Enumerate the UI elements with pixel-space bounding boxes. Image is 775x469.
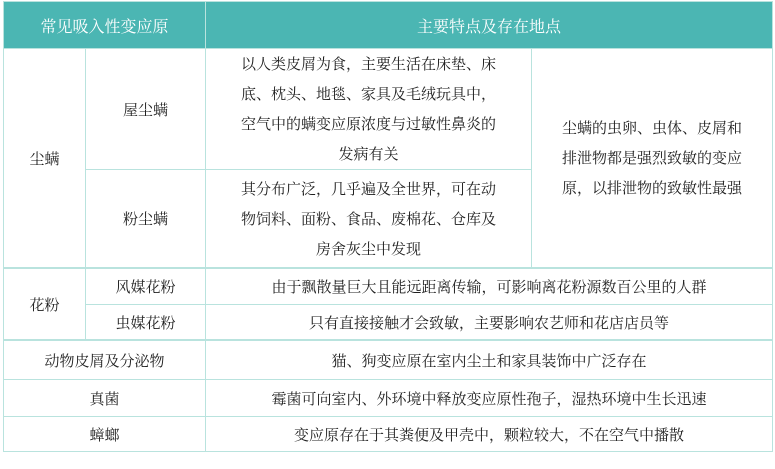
desc-line: 物饲料、面粉、食品、废棉花、仓库及 xyxy=(241,209,497,228)
table-row xyxy=(4,380,773,417)
allergen-table-container xyxy=(3,1,772,466)
table-row xyxy=(4,417,773,452)
dander-desc: 猫、狗变应原在室内尘土和家具装饰中广泛存在 xyxy=(206,340,773,380)
desc-line: 排泄物都是强烈致敏的变应 xyxy=(562,149,743,167)
insect-pollen-name: 虫媒花粉 xyxy=(86,305,206,341)
insect-pollen-desc: 只有直接接触才会致敏，主要影响农艺师和花店店员等 xyxy=(206,305,773,341)
table-row xyxy=(4,340,773,380)
desc-line: 以人类皮屑为食，主要生活在床垫、床 xyxy=(241,55,497,73)
desc-line: 底、枕头、地毯、家具及毛绒玩具中， xyxy=(241,85,497,103)
table-header-row xyxy=(4,2,773,49)
group-mites: 尘螨 xyxy=(4,49,86,269)
flour-mite-desc xyxy=(206,170,532,269)
table-row xyxy=(4,305,773,341)
table-row xyxy=(4,268,773,305)
dander-name: 动物皮屑及分泌物 xyxy=(4,340,206,380)
desc-line: 其分布广泛，几乎遍及全世界，可在动 xyxy=(241,179,497,198)
header-features: 主要特点及存在地点 xyxy=(206,2,773,49)
desc-line: 房舍灰尘中发现 xyxy=(316,239,422,258)
mites-common-desc xyxy=(532,49,773,269)
house-dust-mite-desc xyxy=(206,49,532,170)
fungi-desc: 霉菌可向室内、外环境中释放变应原性孢子，湿热环境中生长迅速 xyxy=(206,380,773,417)
cockroach-name: 蟑螂 xyxy=(4,417,206,452)
desc-line: 发病有关 xyxy=(338,145,399,163)
house-dust-mite-name: 屋尘螨 xyxy=(86,49,206,170)
wind-pollen-desc: 由于飘散量巨大且能远距离传输，可影响离花粉源数百公里的人群 xyxy=(206,268,773,305)
allergen-table xyxy=(3,1,773,452)
wind-pollen-name: 风媒花粉 xyxy=(86,268,206,305)
flour-mite-name: 粉尘螨 xyxy=(86,170,206,269)
desc-line: 空气中的螨变应原浓度与过敏性鼻炎的 xyxy=(241,115,497,133)
desc-line: 原，以排泄物的致敏性最强 xyxy=(562,179,743,197)
group-pollen: 花粉 xyxy=(4,268,86,340)
desc-line: 尘螨的虫卵、虫体、皮屑和 xyxy=(562,119,743,137)
fungi-name: 真菌 xyxy=(4,380,206,417)
table-row xyxy=(4,49,773,170)
cockroach-desc: 变应原存在于其粪便及甲壳中，颗粒较大，不在空气中播散 xyxy=(206,417,773,452)
header-allergen: 常见吸入性变应原 xyxy=(4,2,206,49)
